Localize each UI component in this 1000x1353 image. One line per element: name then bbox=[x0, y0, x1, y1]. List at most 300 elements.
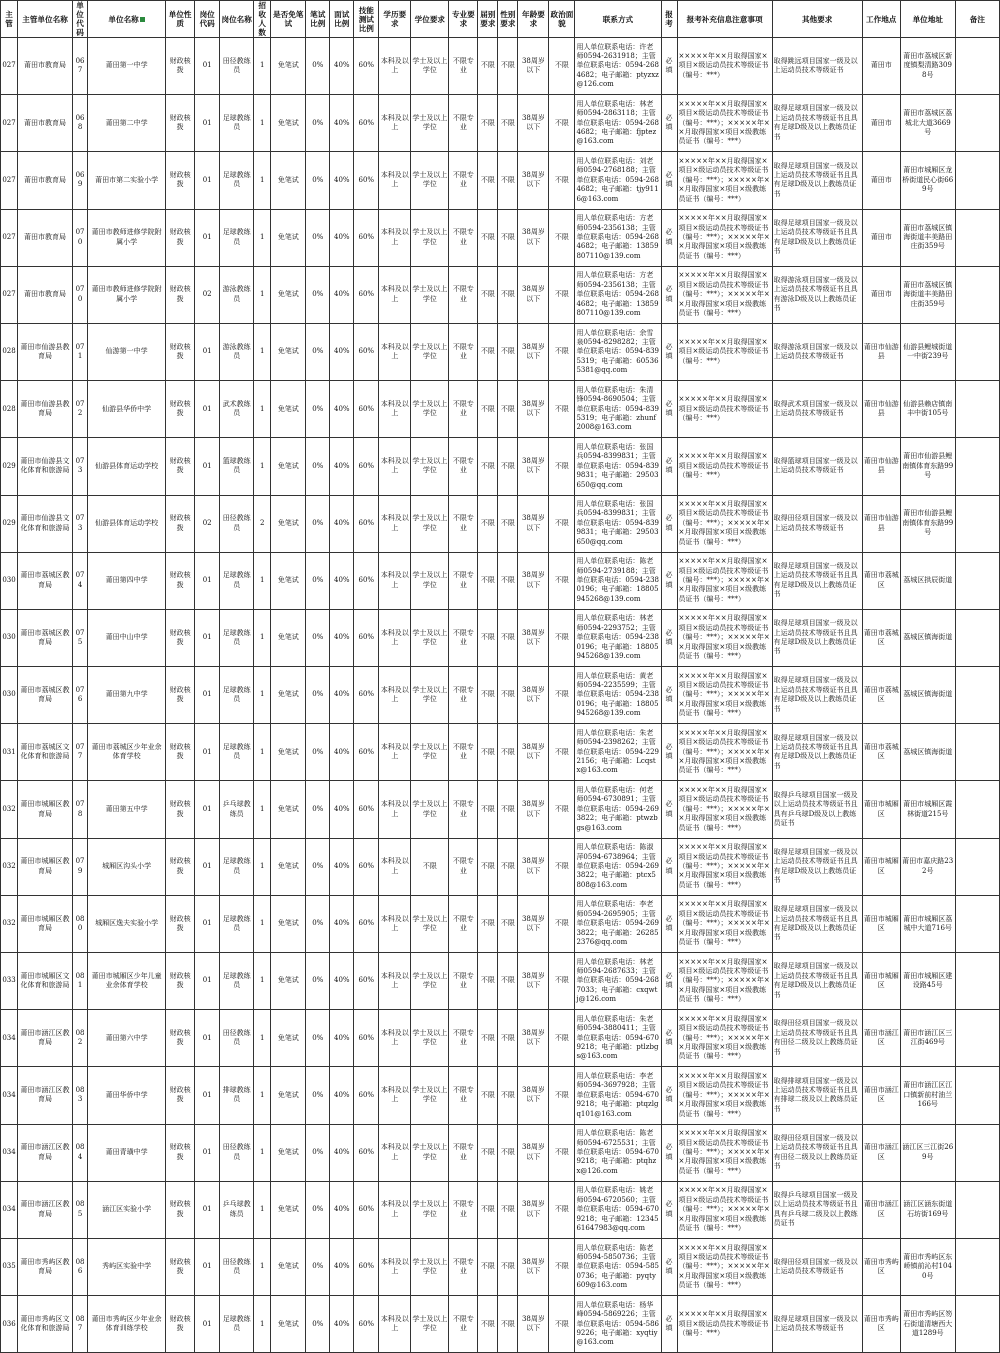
supervisor-name-cell: 莆田市荔城区教育局 bbox=[18, 667, 73, 724]
graduate-req-cell: 不限 bbox=[478, 266, 498, 323]
unit-nature-cell: 财政核拨 bbox=[166, 667, 195, 724]
apply-note-cell: 必填 bbox=[661, 552, 677, 609]
remarks-cell bbox=[955, 381, 999, 438]
unit-address-cell: 荔城区镇海街道 bbox=[900, 724, 955, 781]
major-req-cell: 不限专业 bbox=[449, 1067, 478, 1124]
table-row bbox=[1, 1238, 1000, 1295]
unit-address-cell: 荔城区拱辰街道 bbox=[900, 552, 955, 609]
supervisor-name-cell: 莆田市仙游县文化体育和旅游局 bbox=[18, 438, 73, 495]
exam-exempt-cell: 免笔试 bbox=[271, 552, 306, 609]
skill-test-ratio-cell: 60% bbox=[354, 1238, 379, 1295]
hiring-count-cell: 1 bbox=[254, 953, 271, 1010]
unit-nature-cell: 财政核拨 bbox=[166, 724, 195, 781]
work-location-cell: 莆田市仙游县 bbox=[862, 495, 900, 552]
education-req-cell: 本科及以上 bbox=[379, 781, 411, 838]
graduate-req-cell: 不限 bbox=[478, 895, 498, 952]
exam-exempt-cell: 免笔试 bbox=[271, 95, 306, 152]
interview-ratio-cell: 40% bbox=[330, 323, 354, 380]
header-cell: 笔试比例 bbox=[306, 1, 330, 38]
supervisor-name-cell: 莆田市教育局 bbox=[18, 38, 73, 95]
unit-name-cell: 仙游县体育运动学校 bbox=[88, 438, 166, 495]
exam-exempt-cell: 免笔试 bbox=[271, 1238, 306, 1295]
exam-exempt-cell: 免笔试 bbox=[271, 895, 306, 952]
supplement-info-cell: ×××××年××月取得国家×项目×级运动员技术等级证书（编号：***）；×××××年××月取得国家×项目×级教练员证书（编号：***） bbox=[677, 781, 772, 838]
apply-note-cell: 必填 bbox=[661, 724, 677, 781]
table-row bbox=[1, 495, 1000, 552]
post-name-cell: 足球教练员 bbox=[220, 838, 254, 895]
work-location-cell: 莆田市城厢区 bbox=[862, 953, 900, 1010]
hiring-count-cell: 1 bbox=[254, 667, 271, 724]
major-req-cell: 不限专业 bbox=[449, 724, 478, 781]
post-name-cell: 足球教练员 bbox=[220, 552, 254, 609]
other-req-cell: 取得游泳项目国家一级及以上运动员技术等级证书且具有游泳D级及以上教练员证书 bbox=[772, 266, 862, 323]
post-name-cell: 田径教练员 bbox=[220, 38, 254, 95]
unit-nature-cell: 财政核拨 bbox=[166, 1238, 195, 1295]
exam-exempt-cell: 免笔试 bbox=[271, 495, 306, 552]
unit-address-cell: 莆田市秀屿区东峤镇前沁村1040号 bbox=[900, 1238, 955, 1295]
skill-test-ratio-cell: 60% bbox=[354, 95, 379, 152]
hiring-count-cell: 1 bbox=[254, 838, 271, 895]
supervisor-name-cell: 莆田市仙游县教育局 bbox=[18, 381, 73, 438]
work-location-cell: 莆田市涵江区 bbox=[862, 1124, 900, 1181]
supervisor-code-cell: 032 bbox=[1, 781, 18, 838]
supervisor-name-cell: 莆田市教育局 bbox=[18, 209, 73, 266]
major-req-cell: 不限专业 bbox=[449, 266, 478, 323]
header-cell: 单位地址 bbox=[900, 1, 955, 38]
remarks-cell bbox=[955, 38, 999, 95]
post-name-cell: 乒乓球教练员 bbox=[220, 781, 254, 838]
apply-note-cell: 必填 bbox=[661, 838, 677, 895]
education-req-cell: 本科及以上 bbox=[379, 323, 411, 380]
unit-address-cell: 仙游县鲤城街道一中街239号 bbox=[900, 323, 955, 380]
degree-req-cell: 学士及以上学位 bbox=[411, 667, 449, 724]
exam-exempt-cell: 免笔试 bbox=[271, 838, 306, 895]
education-req-cell: 本科及以上 bbox=[379, 609, 411, 666]
age-req-cell: 38周岁以下 bbox=[518, 1296, 549, 1353]
post-code-cell: 02 bbox=[195, 266, 220, 323]
unit-name-cell: 莆田华侨中学 bbox=[88, 1067, 166, 1124]
education-req-cell: 本科及以上 bbox=[379, 1238, 411, 1295]
interview-ratio-cell: 40% bbox=[330, 95, 354, 152]
unit-address-cell: 莆田市城厢区建设路45号 bbox=[900, 953, 955, 1010]
unit-nature-cell: 财政核拨 bbox=[166, 152, 195, 209]
remarks-cell bbox=[955, 438, 999, 495]
post-code-cell: 01 bbox=[195, 609, 220, 666]
age-req-cell: 38周岁以下 bbox=[518, 209, 549, 266]
post-code-cell: 01 bbox=[195, 1124, 220, 1181]
table-row bbox=[1, 895, 1000, 952]
major-req-cell: 不限专业 bbox=[449, 1010, 478, 1067]
exam-exempt-cell: 免笔试 bbox=[271, 953, 306, 1010]
unit-nature-cell: 财政核拨 bbox=[166, 838, 195, 895]
unit-code-cell: 074 bbox=[73, 552, 88, 609]
header-cell: 单位代码 bbox=[73, 1, 88, 38]
unit-code-cell: 085 bbox=[73, 1181, 88, 1238]
unit-nature-cell: 财政核拨 bbox=[166, 323, 195, 380]
apply-note-cell: 必填 bbox=[661, 1124, 677, 1181]
remarks-cell bbox=[955, 266, 999, 323]
exam-exempt-cell: 免笔试 bbox=[271, 609, 306, 666]
unit-code-cell: 081 bbox=[73, 953, 88, 1010]
unit-nature-cell: 财政核拨 bbox=[166, 895, 195, 952]
supervisor-name-cell: 莆田市仙游县文化体育和旅游局 bbox=[18, 495, 73, 552]
skill-test-ratio-cell: 60% bbox=[354, 1181, 379, 1238]
table-row bbox=[1, 552, 1000, 609]
supervisor-code-cell: 027 bbox=[1, 266, 18, 323]
degree-req-cell: 学士及以上学位 bbox=[411, 953, 449, 1010]
education-req-cell: 本科及以上 bbox=[379, 838, 411, 895]
supervisor-name-cell: 莆田市涵江区教育局 bbox=[18, 1181, 73, 1238]
header-cell: 年龄要求 bbox=[518, 1, 549, 38]
post-name-cell: 足球教练员 bbox=[220, 895, 254, 952]
work-location-cell: 莆田市仙游县 bbox=[862, 438, 900, 495]
interview-ratio-cell: 40% bbox=[330, 1238, 354, 1295]
gender-req-cell: 不限 bbox=[498, 495, 518, 552]
unit-code-cell: 068 bbox=[73, 95, 88, 152]
post-code-cell: 01 bbox=[195, 1296, 220, 1353]
unit-address-cell: 涵江区三江街269号 bbox=[900, 1124, 955, 1181]
written-ratio-cell: 0% bbox=[306, 266, 330, 323]
unit-nature-cell: 财政核拨 bbox=[166, 1181, 195, 1238]
table-row bbox=[1, 781, 1000, 838]
exam-exempt-cell: 免笔试 bbox=[271, 1296, 306, 1353]
post-name-cell: 乒乓球教练员 bbox=[220, 1181, 254, 1238]
supervisor-name-cell: 莆田市荔城区文化体育和旅游局 bbox=[18, 724, 73, 781]
major-req-cell: 不限专业 bbox=[449, 209, 478, 266]
unit-name-cell: 莆田中山中学 bbox=[88, 609, 166, 666]
supplement-info-cell: ×××××年××月取得国家×项目×级运动员技术等级证书（编号：***）；×××××年××月取得国家×项目×级教练员证书（编号：***） bbox=[677, 609, 772, 666]
apply-note-cell: 必填 bbox=[661, 781, 677, 838]
post-code-cell: 01 bbox=[195, 381, 220, 438]
unit-name-cell: 莆田第九中学 bbox=[88, 667, 166, 724]
unit-code-cell: 078 bbox=[73, 781, 88, 838]
remarks-cell bbox=[955, 552, 999, 609]
political-status-cell: 不限 bbox=[549, 667, 575, 724]
interview-ratio-cell: 40% bbox=[330, 438, 354, 495]
hiring-count-cell: 2 bbox=[254, 495, 271, 552]
supplement-info-cell: ×××××年××月取得国家×项目×级运动员技术等级证书（编号：***）；×××××年××月取得国家×项目×级教练员证书（编号：***） bbox=[677, 209, 772, 266]
supervisor-code-cell: 028 bbox=[1, 381, 18, 438]
skill-test-ratio-cell: 60% bbox=[354, 266, 379, 323]
major-req-cell: 不限专业 bbox=[449, 1238, 478, 1295]
other-req-cell: 取得田径项目国家一级及以上运动员技术等级证书 bbox=[772, 1238, 862, 1295]
other-req-cell: 取得田径项目国家一级及以上运动员技术等级证书且具有田径二级及以上教练员证书 bbox=[772, 1124, 862, 1181]
apply-note-cell: 必填 bbox=[661, 495, 677, 552]
work-location-cell: 莆田市荔城区 bbox=[862, 609, 900, 666]
hiring-count-cell: 1 bbox=[254, 152, 271, 209]
gender-req-cell: 不限 bbox=[498, 781, 518, 838]
age-req-cell: 38周岁以下 bbox=[518, 323, 549, 380]
interview-ratio-cell: 40% bbox=[330, 1010, 354, 1067]
other-req-cell: 取得游泳项目国家一级及以上运动员技术等级证书 bbox=[772, 323, 862, 380]
hiring-count-cell: 1 bbox=[254, 609, 271, 666]
remarks-cell bbox=[955, 152, 999, 209]
interview-ratio-cell: 40% bbox=[330, 209, 354, 266]
degree-req-cell: 学士及以上学位 bbox=[411, 38, 449, 95]
post-name-cell: 足球教练员 bbox=[220, 1296, 254, 1353]
header-cell: 主管 bbox=[1, 1, 18, 38]
age-req-cell: 38周岁以下 bbox=[518, 781, 549, 838]
other-req-cell: 取得田径项目国家一级及以上运动员技术等级证书且具有田径二级及以上教练员证书 bbox=[772, 1010, 862, 1067]
graduate-req-cell: 不限 bbox=[478, 1296, 498, 1353]
table-row bbox=[1, 1010, 1000, 1067]
unit-nature-cell: 财政核拨 bbox=[166, 1067, 195, 1124]
post-name-cell: 足球教练员 bbox=[220, 667, 254, 724]
major-req-cell: 不限专业 bbox=[449, 895, 478, 952]
hiring-count-cell: 1 bbox=[254, 895, 271, 952]
post-name-cell: 排球教练员 bbox=[220, 1067, 254, 1124]
age-req-cell: 38周岁以下 bbox=[518, 609, 549, 666]
post-code-cell: 01 bbox=[195, 838, 220, 895]
written-ratio-cell: 0% bbox=[306, 724, 330, 781]
written-ratio-cell: 0% bbox=[306, 495, 330, 552]
supplement-info-cell: ×××××年××月取得国家×项目×级运动员技术等级证书（编号：***）；×××××年××月取得国家×项目×级教练员证书（编号：***） bbox=[677, 1181, 772, 1238]
unit-name-cell: 莆田青璜中学 bbox=[88, 1124, 166, 1181]
post-code-cell: 01 bbox=[195, 1010, 220, 1067]
header-cell: 备注 bbox=[955, 1, 999, 38]
age-req-cell: 38周岁以下 bbox=[518, 1181, 549, 1238]
supervisor-code-cell: 029 bbox=[1, 495, 18, 552]
political-status-cell: 不限 bbox=[549, 1238, 575, 1295]
supplement-info-cell: ×××××年××月取得国家×项目×级运动员技术等级证书（编号：***）；×××××年××月取得国家×项目×级教练员证书（编号：***） bbox=[677, 953, 772, 1010]
hiring-count-cell: 1 bbox=[254, 266, 271, 323]
apply-note-cell: 必填 bbox=[661, 953, 677, 1010]
degree-req-cell: 学士及以上学位 bbox=[411, 152, 449, 209]
contact-info-cell: 用人单位联系电话：姚老师0594-6720560；主管单位联系电话：0594-6709218；电子邮箱：1234561647983@qq.com bbox=[575, 1181, 661, 1238]
interview-ratio-cell: 40% bbox=[330, 38, 354, 95]
remarks-cell bbox=[955, 953, 999, 1010]
header-cell: 单位性质 bbox=[166, 1, 195, 38]
supervisor-code-cell: 027 bbox=[1, 38, 18, 95]
written-ratio-cell: 0% bbox=[306, 1067, 330, 1124]
written-ratio-cell: 0% bbox=[306, 781, 330, 838]
remarks-cell bbox=[955, 209, 999, 266]
contact-info-cell: 用人单位联系电话：林老师0594-2863118；主管单位联系电话：0594-2684682；电子邮箱：fjptez@163.com bbox=[575, 95, 661, 152]
education-req-cell: 本科及以上 bbox=[379, 38, 411, 95]
post-code-cell: 01 bbox=[195, 953, 220, 1010]
supplement-info-cell: ×××××年××月取得国家×项目×级运动员技术等级证书（编号：***）；×××××年××月取得国家×项目×级教练员证书（编号：***） bbox=[677, 495, 772, 552]
post-name-cell: 游泳教练员 bbox=[220, 266, 254, 323]
supervisor-name-cell: 莆田市荔城区教育局 bbox=[18, 609, 73, 666]
hiring-count-cell: 1 bbox=[254, 1296, 271, 1353]
supplement-info-cell: ×××××年××月取得国家×项目×级运动员技术等级证书（编号：***）；×××××年××月取得国家×项目×级教练员证书（编号：***） bbox=[677, 1067, 772, 1124]
table-row bbox=[1, 1124, 1000, 1181]
major-req-cell: 不限专业 bbox=[449, 1124, 478, 1181]
unit-address-cell: 莆田市涵江区江口镇新前村油兰166号 bbox=[900, 1067, 955, 1124]
gender-req-cell: 不限 bbox=[498, 609, 518, 666]
contact-info-cell: 用人单位联系电话：黄老师0594-2235599；主管单位联系电话：0594-2380196；电子邮箱：18805945268@139.com bbox=[575, 667, 661, 724]
interview-ratio-cell: 40% bbox=[330, 1296, 354, 1353]
supervisor-code-cell: 030 bbox=[1, 609, 18, 666]
remarks-cell bbox=[955, 609, 999, 666]
post-code-cell: 01 bbox=[195, 1238, 220, 1295]
header-cell: 报考 bbox=[661, 1, 677, 38]
age-req-cell: 38周岁以下 bbox=[518, 1067, 549, 1124]
gender-req-cell: 不限 bbox=[498, 95, 518, 152]
unit-code-cell: 080 bbox=[73, 895, 88, 952]
hiring-count-cell: 1 bbox=[254, 1067, 271, 1124]
table-row bbox=[1, 266, 1000, 323]
age-req-cell: 38周岁以下 bbox=[518, 838, 549, 895]
unit-nature-cell: 财政核拨 bbox=[166, 1010, 195, 1067]
other-req-cell: 取得足球项目国家一级及以上运动员技术等级证书且具有足球D级及以上教练员证书 bbox=[772, 667, 862, 724]
unit-code-cell: 070 bbox=[73, 209, 88, 266]
graduate-req-cell: 不限 bbox=[478, 609, 498, 666]
graduate-req-cell: 不限 bbox=[478, 1010, 498, 1067]
unit-code-cell: 067 bbox=[73, 38, 88, 95]
skill-test-ratio-cell: 60% bbox=[354, 1067, 379, 1124]
table-row bbox=[1, 609, 1000, 666]
contact-info-cell: 用人单位联系电话：李老师0594-2695905；主管单位联系电话：0594-2693822；电子邮箱：262852376@qq.com bbox=[575, 895, 661, 952]
supervisor-code-cell: 028 bbox=[1, 323, 18, 380]
graduate-req-cell: 不限 bbox=[478, 323, 498, 380]
contact-info-cell: 用人单位联系电话：何老师0594-6730891；主管单位联系电话：0594-2693822；电子邮箱：ptwzbgs@163.com bbox=[575, 781, 661, 838]
supervisor-name-cell: 莆田市教育局 bbox=[18, 95, 73, 152]
apply-note-cell: 必填 bbox=[661, 323, 677, 380]
unit-code-cell: 087 bbox=[73, 1296, 88, 1353]
work-location-cell: 莆田市 bbox=[862, 209, 900, 266]
unit-code-cell: 076 bbox=[73, 667, 88, 724]
work-location-cell: 莆田市 bbox=[862, 38, 900, 95]
gender-req-cell: 不限 bbox=[498, 838, 518, 895]
unit-nature-cell: 财政核拨 bbox=[166, 1296, 195, 1353]
contact-info-cell: 用人单位联系电话：朱老师0594-3880411；主管单位联系电话：0594-6709218；电子邮箱：ptlzbgs@163.com bbox=[575, 1010, 661, 1067]
supplement-info-cell: ×××××年××月取得国家×项目×级运动员技术等级证书（编号：***） bbox=[677, 1296, 772, 1353]
post-code-cell: 01 bbox=[195, 323, 220, 380]
degree-req-cell: 学士及以上学位 bbox=[411, 724, 449, 781]
graduate-req-cell: 不限 bbox=[478, 95, 498, 152]
contact-info-cell: 用人单位联系电话：陈老师0594-2739188；主管单位联系电话：0594-2380196；电子邮箱：18805945268@139.com bbox=[575, 552, 661, 609]
hiring-count-cell: 1 bbox=[254, 209, 271, 266]
gender-req-cell: 不限 bbox=[498, 724, 518, 781]
unit-nature-cell: 财政核拨 bbox=[166, 266, 195, 323]
header-cell: 技能测试比例 bbox=[354, 1, 379, 38]
interview-ratio-cell: 40% bbox=[330, 381, 354, 438]
other-req-cell: 取得篮球项目国家一级及以上运动员技术等级证书 bbox=[772, 438, 862, 495]
interview-ratio-cell: 40% bbox=[330, 895, 354, 952]
supervisor-code-cell: 030 bbox=[1, 667, 18, 724]
supervisor-name-cell: 莆田市仙游县教育局 bbox=[18, 323, 73, 380]
apply-note-cell: 必填 bbox=[661, 38, 677, 95]
gender-req-cell: 不限 bbox=[498, 266, 518, 323]
degree-req-cell: 不限 bbox=[411, 838, 449, 895]
hiring-count-cell: 1 bbox=[254, 724, 271, 781]
other-req-cell: 取得足球项目国家一级及以上运动员技术等级证书且具有足球D级及以上教练员证书 bbox=[772, 838, 862, 895]
education-req-cell: 本科及以上 bbox=[379, 1124, 411, 1181]
supplement-info-cell: ×××××年××月取得国家×项目×级运动员技术等级证书（编号：***）；×××××年××月取得国家×项目×级教练员证书（编号：***） bbox=[677, 95, 772, 152]
gender-req-cell: 不限 bbox=[498, 1181, 518, 1238]
political-status-cell: 不限 bbox=[549, 838, 575, 895]
supervisor-code-cell: 034 bbox=[1, 1067, 18, 1124]
supervisor-code-cell: 032 bbox=[1, 838, 18, 895]
unit-address-cell: 莆田市城厢区荔城中大道716号 bbox=[900, 895, 955, 952]
interview-ratio-cell: 40% bbox=[330, 838, 354, 895]
contact-info-cell: 用人单位联系电话：陈淑萍0594-6738964；主管单位联系电话：0594-2693822；电子邮箱：ptcx5808@163.com bbox=[575, 838, 661, 895]
education-req-cell: 本科及以上 bbox=[379, 552, 411, 609]
work-location-cell: 莆田市涵江区 bbox=[862, 1181, 900, 1238]
graduate-req-cell: 不限 bbox=[478, 1238, 498, 1295]
other-req-cell: 取得跳远项目国家一级及以上运动员技术等级证书 bbox=[772, 38, 862, 95]
contact-info-cell: 用人单位联系电话：林老师0594-2293752；主管单位联系电话：0594-2380196；电子邮箱：18805945268@139.com bbox=[575, 609, 661, 666]
contact-info-cell: 用人单位联系电话：余雪泉0594-8298282；主管单位联系电话：0594-8395319；电子邮箱：605365381@qq.com bbox=[575, 323, 661, 380]
political-status-cell: 不限 bbox=[549, 95, 575, 152]
work-location-cell: 莆田市仙游县 bbox=[862, 381, 900, 438]
contact-info-cell: 用人单位联系电话：李老师0594-3697928；主管单位联系电话：0594-6709218；电子邮箱：ptqzlgq101@163.com bbox=[575, 1067, 661, 1124]
written-ratio-cell: 0% bbox=[306, 1238, 330, 1295]
other-req-cell: 取得武术项目国家一级及以上运动员技术等级证书 bbox=[772, 381, 862, 438]
unit-nature-cell: 财政核拨 bbox=[166, 552, 195, 609]
table-row bbox=[1, 209, 1000, 266]
interview-ratio-cell: 40% bbox=[330, 724, 354, 781]
unit-name-cell: 莆田第五中学 bbox=[88, 781, 166, 838]
unit-address-cell: 莆田市荔城区镇海街道丰美路田庄街359号 bbox=[900, 209, 955, 266]
supplement-info-cell: ×××××年××月取得国家×项目×级运动员技术等级证书（编号：***） bbox=[677, 38, 772, 95]
supervisor-name-cell: 莆田市城厢区教育局 bbox=[18, 838, 73, 895]
remarks-cell bbox=[955, 667, 999, 724]
skill-test-ratio-cell: 60% bbox=[354, 667, 379, 724]
exam-exempt-cell: 免笔试 bbox=[271, 152, 306, 209]
post-name-cell: 足球教练员 bbox=[220, 609, 254, 666]
remarks-cell bbox=[955, 895, 999, 952]
degree-req-cell: 学士及以上学位 bbox=[411, 1010, 449, 1067]
unit-name-cell: 涵江区实验小学 bbox=[88, 1181, 166, 1238]
contact-info-cell: 用人单位联系电话：张国兵0594-8399831；主管单位联系电话：0594-8399831；电子邮箱：29503650@qq.com bbox=[575, 438, 661, 495]
political-status-cell: 不限 bbox=[549, 266, 575, 323]
political-status-cell: 不限 bbox=[549, 1010, 575, 1067]
remarks-cell bbox=[955, 1067, 999, 1124]
table-row bbox=[1, 1067, 1000, 1124]
contact-info-cell: 用人单位联系电话：张国兵0594-8399831；主管单位联系电话：0594-8399831；电子邮箱：29503650@qq.com bbox=[575, 495, 661, 552]
remarks-cell bbox=[955, 724, 999, 781]
unit-nature-cell: 财政核拨 bbox=[166, 381, 195, 438]
exam-exempt-cell: 免笔试 bbox=[271, 209, 306, 266]
gender-req-cell: 不限 bbox=[498, 895, 518, 952]
political-status-cell: 不限 bbox=[549, 1296, 575, 1353]
written-ratio-cell: 0% bbox=[306, 209, 330, 266]
skill-test-ratio-cell: 60% bbox=[354, 38, 379, 95]
other-req-cell: 取得足球项目国家一级及以上运动员技术等级证书且具有足球D级及以上教练员证书 bbox=[772, 209, 862, 266]
apply-note-cell: 必填 bbox=[661, 266, 677, 323]
graduate-req-cell: 不限 bbox=[478, 724, 498, 781]
political-status-cell: 不限 bbox=[549, 953, 575, 1010]
supervisor-name-cell: 莆田市秀屿区教育局 bbox=[18, 1238, 73, 1295]
supervisor-name-cell: 莆田市教育局 bbox=[18, 266, 73, 323]
unit-code-cell: 070 bbox=[73, 266, 88, 323]
supervisor-name-cell: 莆田市涵江区教育局 bbox=[18, 1067, 73, 1124]
post-name-cell: 足球教练员 bbox=[220, 209, 254, 266]
supervisor-code-cell: 027 bbox=[1, 209, 18, 266]
exam-exempt-cell: 免笔试 bbox=[271, 724, 306, 781]
degree-req-cell: 学士及以上学位 bbox=[411, 266, 449, 323]
apply-note-cell: 必填 bbox=[661, 1010, 677, 1067]
degree-req-cell: 学士及以上学位 bbox=[411, 1124, 449, 1181]
supplement-info-cell: ×××××年××月取得国家×项目×级运动员技术等级证书（编号：***）；×××××年××月取得国家×项目×级教练员证书（编号：***） bbox=[677, 152, 772, 209]
interview-ratio-cell: 40% bbox=[330, 152, 354, 209]
unit-address-cell: 莆田市秀屿区笏石街道清塘西大道1289号 bbox=[900, 1296, 955, 1353]
written-ratio-cell: 0% bbox=[306, 381, 330, 438]
work-location-cell: 莆田市涵江区 bbox=[862, 1010, 900, 1067]
unit-address-cell: 莆田市城厢区龙桥街道民心街669号 bbox=[900, 152, 955, 209]
graduate-req-cell: 不限 bbox=[478, 838, 498, 895]
supervisor-code-cell: 030 bbox=[1, 552, 18, 609]
supplement-info-cell: ×××××年××月取得国家×项目×级运动员技术等级证书（编号：***）；×××××年××月取得国家×项目×级教练员证书（编号：***） bbox=[677, 724, 772, 781]
exam-exempt-cell: 免笔试 bbox=[271, 323, 306, 380]
supervisor-code-cell: 033 bbox=[1, 953, 18, 1010]
education-req-cell: 本科及以上 bbox=[379, 438, 411, 495]
supervisor-code-cell: 034 bbox=[1, 1181, 18, 1238]
skill-test-ratio-cell: 60% bbox=[354, 438, 379, 495]
written-ratio-cell: 0% bbox=[306, 838, 330, 895]
